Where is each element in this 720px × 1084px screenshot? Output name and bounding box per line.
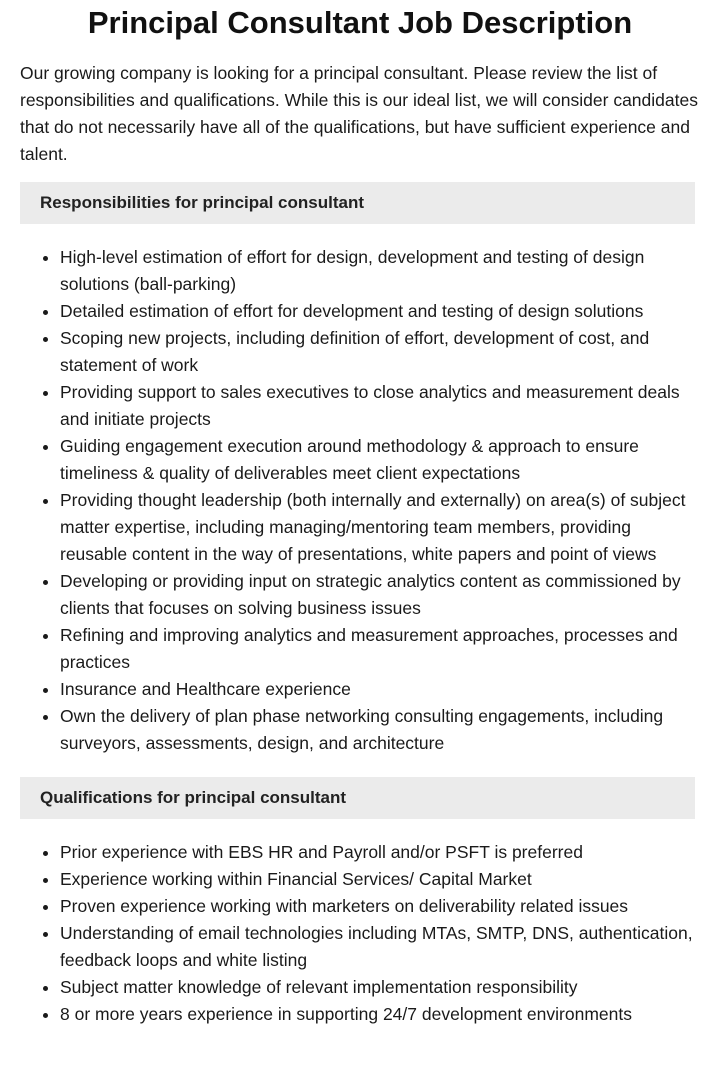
- qualifications-list: [20, 839, 700, 1028]
- list-item: • Scoping new projects, including definition of effort, development of cost, and statement of work: [60, 325, 700, 379]
- list-item: • Refining and improving analytics and measurement approaches, processes and practices: [60, 622, 700, 676]
- list-item: • Understanding of email technologies including MTAs, SMTP, DNS, authentication, feedback loops and white listing: [60, 920, 700, 974]
- list-item: • Developing or providing input on strategic analytics content as commissioned by clients that focuses on solving business issues: [60, 568, 700, 622]
- list-item: • Providing thought leadership (both internally and externally) on area(s) of subject matter expertise, including managing/mentoring team members, providing reusable content in the way of presentations, white papers and point of views: [60, 487, 700, 568]
- responsibilities-list: [20, 244, 700, 757]
- list-item: • Proven experience working with marketers on deliverability related issues: [60, 893, 700, 920]
- list-item: • Insurance and Healthcare experience: [60, 676, 700, 703]
- list-item: • Experience working within Financial Services/ Capital Market: [60, 866, 700, 893]
- list-item: • High-level estimation of effort for design, development and testing of design solutions (ball-parking): [60, 244, 700, 298]
- responsibilities-heading: Responsibilities for principal consultant: [20, 182, 695, 224]
- list-item: • Providing support to sales executives to close analytics and measurement deals and initiate projects: [60, 379, 700, 433]
- list-item: • Own the delivery of plan phase networking consulting engagements, including surveyors, assessments, design, and architecture: [60, 703, 700, 757]
- list-item: • Detailed estimation of effort for development and testing of design solutions: [60, 298, 700, 325]
- list-item: • Prior experience with EBS HR and Payroll and/or PSFT is preferred: [60, 839, 700, 866]
- list-item: • Guiding engagement execution around methodology & approach to ensure timeliness & quality of deliverables meet client expectations: [60, 433, 700, 487]
- intro-paragraph: Our growing company is looking for a principal consultant. Please review the list of responsibilities and qualifications. While this is our ideal list, we will consider candidates that do not necessarily have all of the qualifications, but have sufficient experience and talent.: [20, 63, 698, 164]
- page-title: Principal Consultant Job Description: [87, 5, 633, 40]
- qualifications-heading: Qualifications for principal consultant: [20, 777, 695, 819]
- list-item: • Subject matter knowledge of relevant implementation responsibility: [60, 974, 700, 1001]
- list-item: • 8 or more years experience in supporting 24/7 development environments: [60, 1001, 700, 1028]
